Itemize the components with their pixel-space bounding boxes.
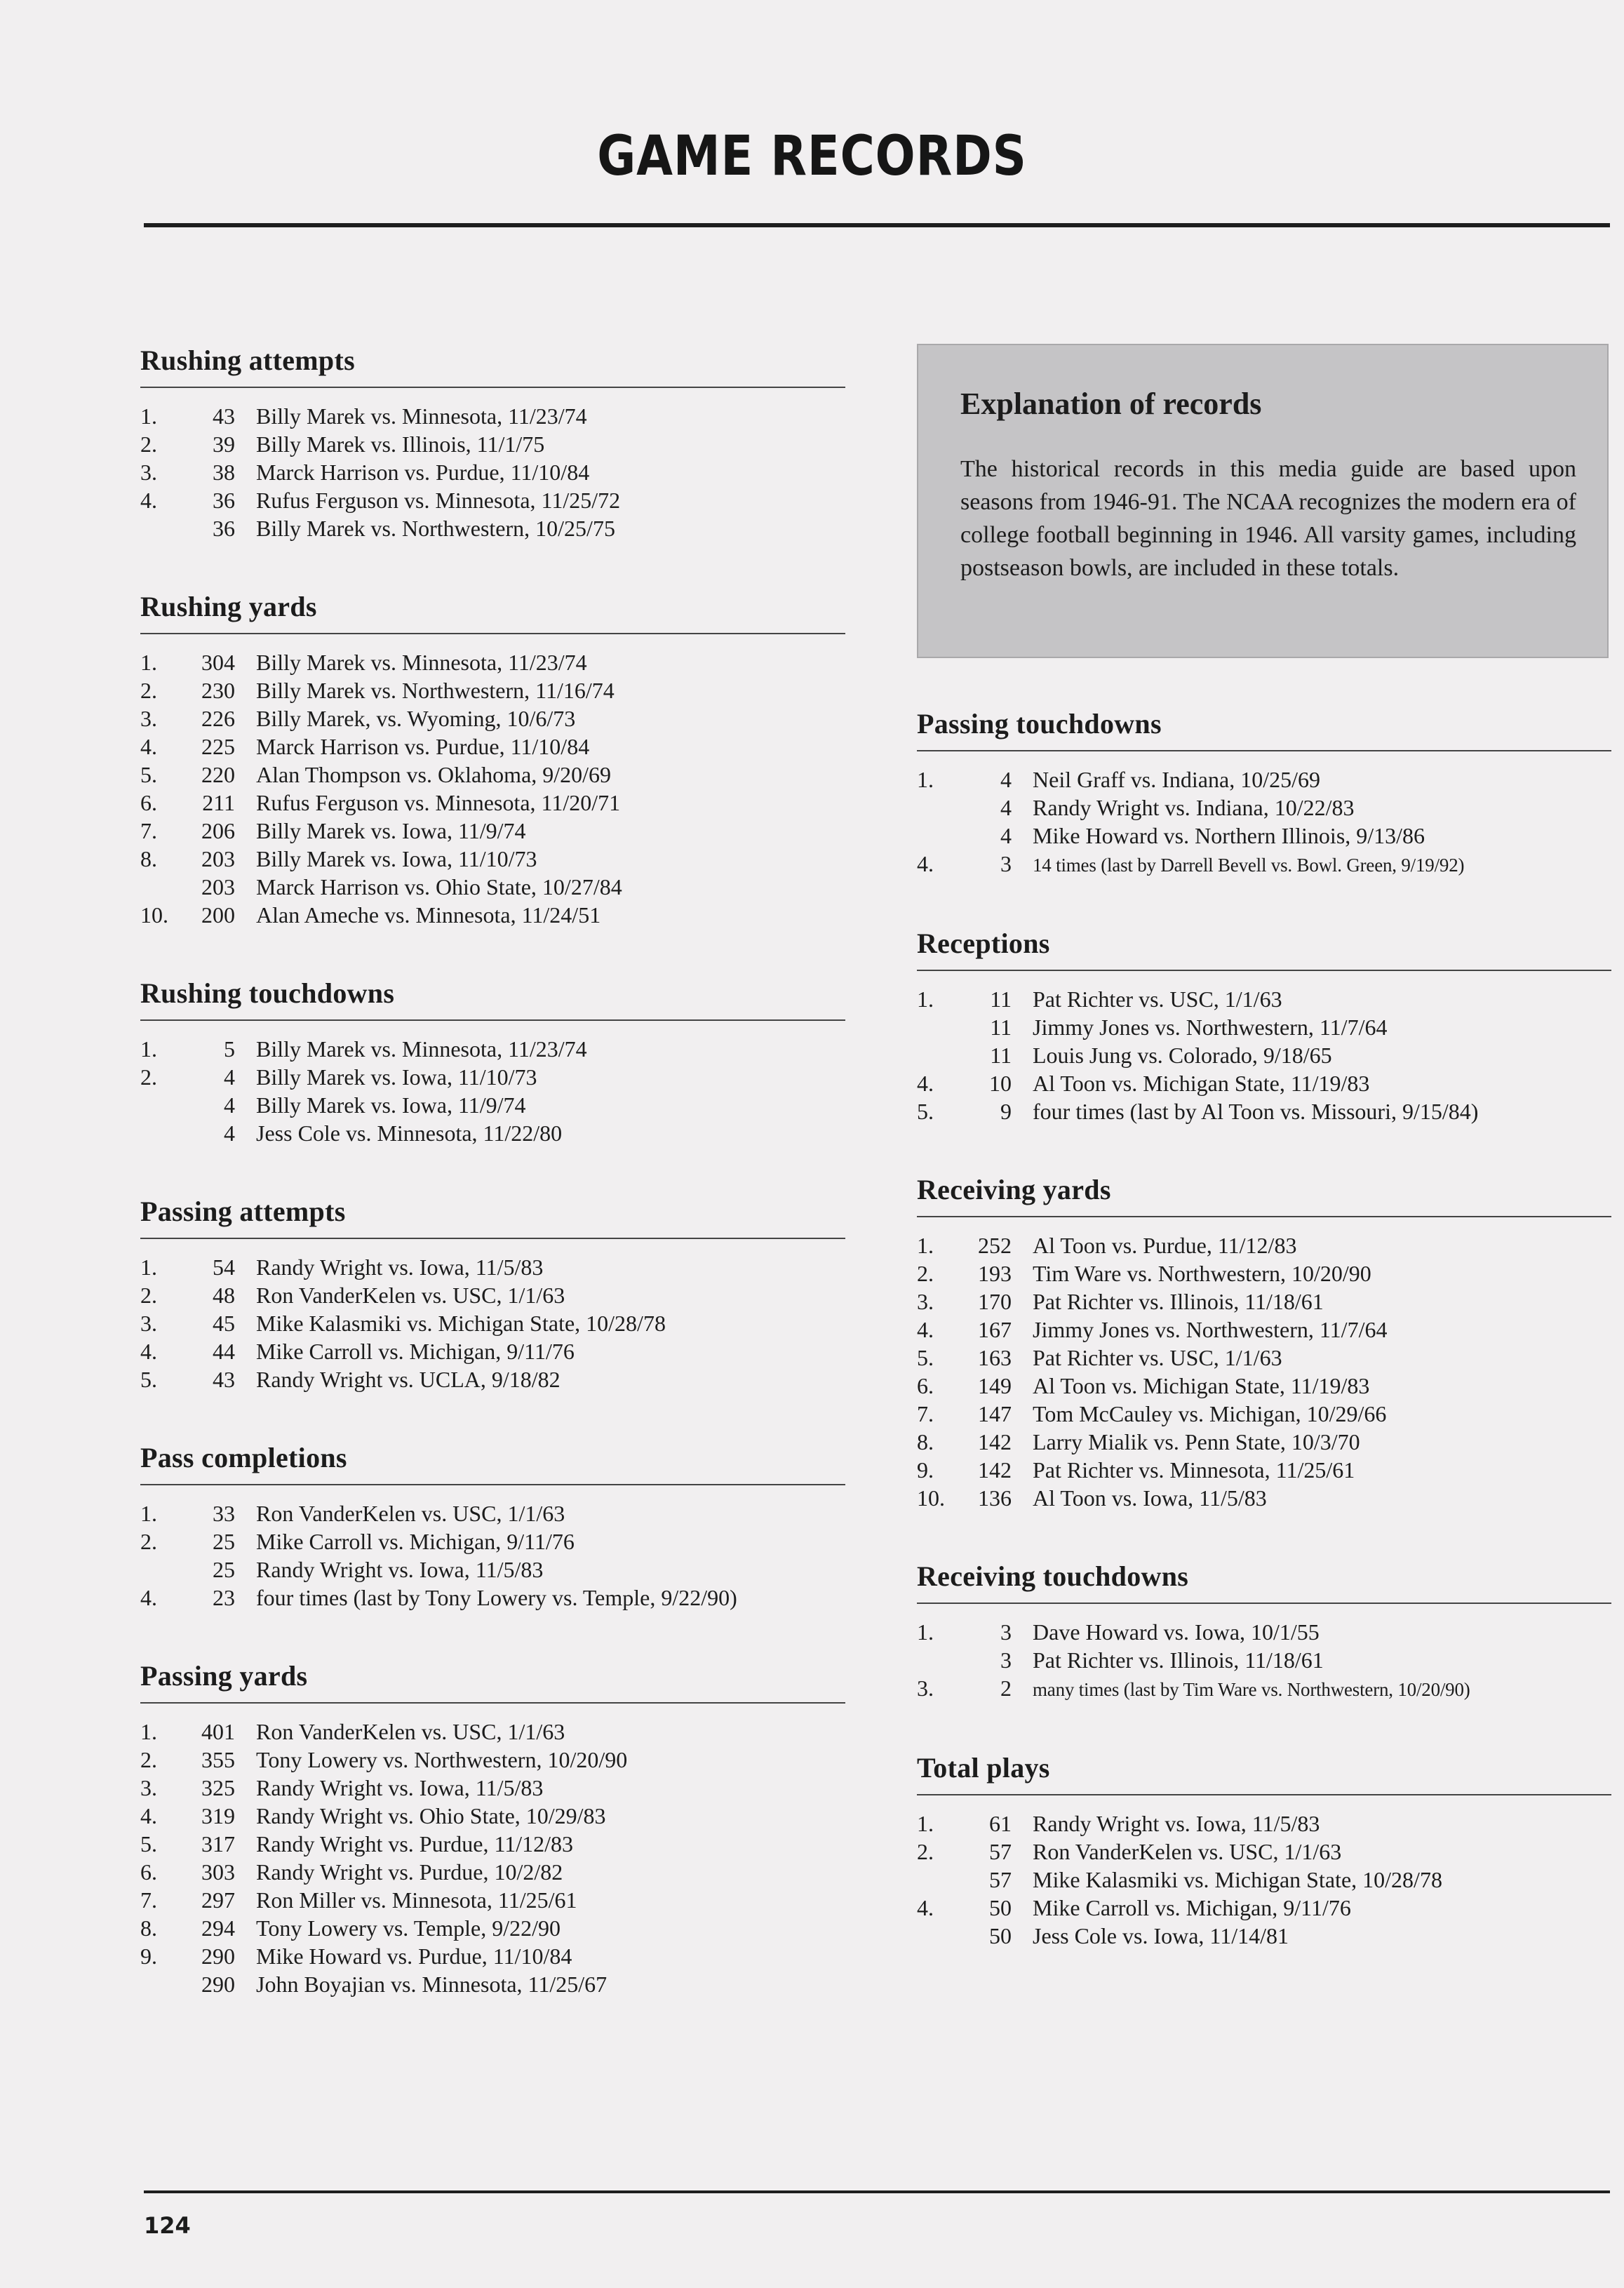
record-rank: 1. — [140, 1036, 157, 1062]
record-value: 36 — [213, 516, 235, 541]
record-value: 2 — [1000, 1675, 1012, 1701]
record-value: 203 — [201, 874, 235, 899]
record-rank: 7. — [140, 1887, 157, 1913]
record-description: Jimmy Jones vs. Northwestern, 11/7/64 — [1033, 1317, 1388, 1342]
record-row — [917, 1316, 1611, 1344]
record-section — [917, 1560, 1611, 1704]
right-column — [917, 707, 1611, 1998]
record-rank: 7. — [917, 1401, 934, 1426]
record-section — [140, 1195, 845, 1393]
record-row — [140, 430, 845, 458]
record-rank: 1. — [917, 1619, 934, 1645]
record-description: many times (last by Tim Ware vs. Northwestern, 10/20/90) — [1033, 1679, 1470, 1700]
record-description: Billy Marek vs. Illinois, 11/1/75 — [256, 431, 545, 457]
record-description: Randy Wright vs. Iowa, 11/5/83 — [256, 1775, 544, 1800]
record-row — [917, 1428, 1611, 1456]
record-description: Louis Jung vs. Colorado, 9/18/65 — [1033, 1043, 1332, 1068]
record-description: Mike Howard vs. Purdue, 11/10/84 — [256, 1944, 572, 1969]
record-row — [140, 845, 845, 873]
record-rank: 1. — [140, 1255, 157, 1280]
record-section — [917, 707, 1611, 879]
record-row — [917, 1674, 1611, 1704]
record-row — [917, 1400, 1611, 1428]
record-value: 44 — [213, 1339, 235, 1364]
record-description: Ron VanderKelen vs. USC, 1/1/63 — [256, 1719, 565, 1744]
record-rank: 3. — [140, 1311, 157, 1336]
record-description: Mike Kalasmiki vs. Michigan State, 10/28/78 — [1033, 1867, 1442, 1892]
record-description: Rufus Ferguson vs. Minnesota, 11/25/72 — [256, 488, 621, 513]
explanation-body: The historical records in this media guide are based upon seasons from 1946-91. The NCAA recognizes the modern era of college football beginning in 1946. All varsity games, including postseason bowls, are included in these totals. — [960, 456, 1576, 581]
record-section — [917, 1751, 1611, 1950]
record-value: 319 — [201, 1803, 235, 1828]
record-row — [140, 676, 845, 704]
record-row — [140, 1309, 845, 1337]
record-value: 57 — [989, 1867, 1012, 1892]
record-description: Marck Harrison vs. Purdue, 11/10/84 — [256, 460, 590, 485]
record-section — [140, 344, 845, 542]
explanation-title: Explanation of records — [960, 387, 1262, 421]
record-description: Alan Thompson vs. Oklahoma, 9/20/69 — [256, 762, 612, 787]
record-value: 43 — [213, 1367, 235, 1392]
record-row — [917, 794, 1611, 822]
record-rank: 1. — [917, 1233, 934, 1258]
record-row — [140, 1337, 845, 1365]
record-value: 61 — [989, 1811, 1012, 1836]
record-rank: 8. — [917, 1429, 934, 1454]
record-value: 200 — [201, 902, 235, 928]
record-value: 39 — [213, 431, 235, 457]
record-value: 10 — [989, 1071, 1012, 1096]
record-value: 4 — [224, 1064, 235, 1090]
record-description: Randy Wright vs. Iowa, 11/5/83 — [256, 1557, 544, 1582]
record-row — [140, 458, 845, 486]
record-value: 142 — [978, 1457, 1012, 1483]
section-title: Rushing yards — [140, 590, 845, 634]
record-value: 303 — [201, 1859, 235, 1885]
record-row — [917, 1259, 1611, 1287]
record-row — [917, 1456, 1611, 1484]
record-description: Billy Marek vs. Iowa, 11/9/74 — [256, 818, 526, 843]
section-title: Total plays — [917, 1751, 1611, 1795]
record-value: 36 — [213, 488, 235, 513]
record-description: Dave Howard vs. Iowa, 10/1/55 — [1033, 1619, 1320, 1645]
record-row — [140, 1718, 845, 1746]
record-row — [140, 704, 845, 732]
record-rank: 3. — [140, 706, 157, 731]
record-rank: 4. — [140, 734, 157, 759]
record-row — [140, 486, 845, 514]
record-rank: 10. — [140, 902, 168, 928]
record-value: 170 — [978, 1289, 1012, 1314]
record-row — [140, 1830, 845, 1858]
record-rank: 2. — [140, 1283, 157, 1308]
record-description: Randy Wright vs. Ohio State, 10/29/83 — [256, 1803, 606, 1828]
record-rank: 4. — [917, 851, 934, 876]
record-row — [140, 1527, 845, 1556]
record-rank: 5. — [917, 1345, 934, 1370]
record-value: 230 — [201, 678, 235, 703]
record-row — [140, 1970, 845, 1998]
record-rank: 2. — [140, 678, 157, 703]
record-row — [917, 1344, 1611, 1372]
record-section — [917, 1173, 1611, 1512]
record-section — [140, 1659, 845, 1998]
record-description: Alan Ameche vs. Minnesota, 11/24/51 — [256, 902, 601, 928]
record-rank: 4. — [917, 1317, 934, 1342]
record-value: 297 — [201, 1887, 235, 1913]
record-value: 23 — [213, 1585, 235, 1610]
record-row — [140, 402, 845, 430]
record-rank: 3. — [140, 460, 157, 485]
record-section — [140, 977, 845, 1147]
record-rank: 9. — [917, 1457, 934, 1483]
record-description: Marck Harrison vs. Purdue, 11/10/84 — [256, 734, 590, 759]
page-title: GAME RECORDS — [597, 125, 1027, 188]
record-row — [140, 1281, 845, 1309]
record-description: Tom McCauley vs. Michigan, 10/29/66 — [1033, 1401, 1387, 1426]
record-row — [140, 873, 845, 901]
record-value: 3 — [1000, 1619, 1012, 1645]
record-row — [917, 1041, 1611, 1069]
record-value: 401 — [201, 1719, 235, 1744]
record-row — [140, 1253, 845, 1281]
section-title: Pass completions — [140, 1441, 845, 1485]
record-rank: 3. — [917, 1289, 934, 1314]
record-value: 5 — [224, 1036, 235, 1062]
record-description: Billy Marek vs. Minnesota, 11/23/74 — [256, 403, 587, 429]
explanation-box — [917, 344, 1609, 658]
record-row — [140, 1584, 845, 1612]
record-value: 4 — [1000, 795, 1012, 820]
record-value: 167 — [978, 1317, 1012, 1342]
record-rank: 4. — [140, 488, 157, 513]
record-value: 317 — [201, 1831, 235, 1857]
record-rank: 2. — [917, 1839, 934, 1864]
record-row — [917, 1097, 1611, 1125]
record-description: Billy Marek vs. Minnesota, 11/23/74 — [256, 650, 587, 675]
record-row — [917, 1287, 1611, 1316]
record-value: 48 — [213, 1283, 235, 1308]
record-description: Ron VanderKelen vs. USC, 1/1/63 — [256, 1501, 565, 1526]
record-description: Billy Marek vs. Minnesota, 11/23/74 — [256, 1036, 587, 1062]
record-value: 149 — [978, 1373, 1012, 1398]
record-description: Mike Howard vs. Northern Illinois, 9/13/86 — [1033, 823, 1425, 848]
record-value: 43 — [213, 403, 235, 429]
record-description: Ron VanderKelen vs. USC, 1/1/63 — [1033, 1839, 1342, 1864]
record-rank: 8. — [140, 846, 157, 871]
record-rank: 4. — [140, 1585, 157, 1610]
record-value: 25 — [213, 1557, 235, 1582]
section-title: Passing attempts — [140, 1195, 845, 1239]
record-row — [140, 1886, 845, 1914]
record-value: 50 — [989, 1923, 1012, 1948]
record-description: Pat Richter vs. USC, 1/1/63 — [1033, 986, 1282, 1012]
record-row — [140, 514, 845, 542]
record-value: 4 — [224, 1120, 235, 1146]
record-row — [917, 1484, 1611, 1512]
record-value: 11 — [990, 1043, 1012, 1068]
record-description: Jimmy Jones vs. Northwestern, 11/7/64 — [1033, 1015, 1388, 1040]
record-value: 206 — [201, 818, 235, 843]
record-rank: 5. — [140, 1831, 157, 1857]
record-rank: 5. — [917, 1099, 934, 1124]
record-description: Billy Marek vs. Iowa, 11/10/73 — [256, 846, 537, 871]
record-rank: 6. — [140, 1859, 157, 1885]
record-description: Randy Wright vs. Purdue, 10/2/82 — [256, 1859, 563, 1885]
record-rank: 8. — [140, 1915, 157, 1941]
record-value: 136 — [978, 1485, 1012, 1511]
record-rank: 7. — [140, 818, 157, 843]
record-rank: 10. — [917, 1485, 945, 1511]
record-row — [140, 1119, 845, 1147]
record-row — [917, 765, 1611, 794]
record-rank: 1. — [140, 1719, 157, 1744]
record-row — [917, 850, 1611, 879]
record-rank: 1. — [140, 650, 157, 675]
record-description: Pat Richter vs. Illinois, 11/18/61 — [1033, 1647, 1324, 1673]
record-row — [140, 901, 845, 929]
record-description: Jess Cole vs. Iowa, 11/14/81 — [1033, 1923, 1289, 1948]
record-description: Mike Carroll vs. Michigan, 9/11/76 — [1033, 1895, 1351, 1920]
record-description: Pat Richter vs. USC, 1/1/63 — [1033, 1345, 1282, 1370]
record-description: Randy Wright vs. Iowa, 11/5/83 — [1033, 1811, 1320, 1836]
title-divider — [144, 223, 1610, 227]
record-row — [917, 1866, 1611, 1894]
record-rank: 5. — [140, 1367, 157, 1392]
record-description: Tim Ware vs. Northwestern, 10/20/90 — [1033, 1261, 1371, 1286]
section-title: Receiving yards — [917, 1173, 1611, 1217]
record-value: 3 — [1000, 851, 1012, 876]
record-rank: 6. — [917, 1373, 934, 1398]
record-value: 203 — [201, 846, 235, 871]
record-rank: 1. — [917, 767, 934, 792]
record-value: 142 — [978, 1429, 1012, 1454]
record-value: 325 — [201, 1775, 235, 1800]
record-rank: 2. — [140, 1064, 157, 1090]
record-description: Neil Graff vs. Indiana, 10/25/69 — [1033, 767, 1320, 792]
record-rank: 2. — [140, 1747, 157, 1772]
record-section — [140, 1441, 845, 1612]
record-row — [140, 1942, 845, 1970]
record-value: 220 — [201, 762, 235, 787]
section-title: Rushing touchdowns — [140, 977, 845, 1021]
record-row — [140, 789, 845, 817]
record-row — [140, 1746, 845, 1774]
record-description: Al Toon vs. Michigan State, 11/19/83 — [1033, 1373, 1370, 1398]
record-value: 9 — [1000, 1099, 1012, 1124]
record-row — [140, 1499, 845, 1527]
record-row — [917, 822, 1611, 850]
record-row — [917, 985, 1611, 1013]
record-value: 11 — [990, 1015, 1012, 1040]
record-description: Billy Marek vs. Iowa, 11/9/74 — [256, 1092, 526, 1118]
record-row — [917, 1894, 1611, 1922]
record-description: Tony Lowery vs. Northwestern, 10/20/90 — [256, 1747, 628, 1772]
record-value: 57 — [989, 1839, 1012, 1864]
record-description: Rufus Ferguson vs. Minnesota, 11/20/71 — [256, 790, 621, 815]
record-value: 290 — [201, 1944, 235, 1969]
record-description: Randy Wright vs. Iowa, 11/5/83 — [256, 1255, 544, 1280]
record-rank: 2. — [140, 431, 157, 457]
record-value: 226 — [201, 706, 235, 731]
record-row — [140, 817, 845, 845]
record-value: 294 — [201, 1915, 235, 1941]
left-column — [140, 344, 845, 2046]
record-value: 33 — [213, 1501, 235, 1526]
record-value: 252 — [978, 1233, 1012, 1258]
record-value: 3 — [1000, 1647, 1012, 1673]
record-description: Jess Cole vs. Minnesota, 11/22/80 — [256, 1120, 563, 1146]
record-description: Ron VanderKelen vs. USC, 1/1/63 — [256, 1283, 565, 1308]
record-rank: 3. — [140, 1775, 157, 1800]
record-description: Billy Marek, vs. Wyoming, 10/6/73 — [256, 706, 576, 731]
record-value: 54 — [213, 1255, 235, 1280]
record-description: Randy Wright vs. Indiana, 10/22/83 — [1033, 795, 1355, 820]
section-title: Receiving touchdowns — [917, 1560, 1611, 1604]
record-rank: 5. — [140, 762, 157, 787]
page-number: 124 — [144, 2212, 191, 2239]
record-row — [140, 1091, 845, 1119]
section-title: Receptions — [917, 927, 1611, 971]
record-rank: 1. — [917, 1811, 934, 1836]
record-value: 147 — [978, 1401, 1012, 1426]
record-description: Mike Carroll vs. Michigan, 9/11/76 — [256, 1529, 575, 1554]
section-title: Passing touchdowns — [917, 707, 1611, 751]
record-value: 45 — [213, 1311, 235, 1336]
record-row — [140, 648, 845, 676]
record-description: Ron Miller vs. Minnesota, 11/25/61 — [256, 1887, 577, 1913]
record-value: 4 — [1000, 823, 1012, 848]
record-description: Tony Lowery vs. Temple, 9/22/90 — [256, 1915, 561, 1941]
record-description: Al Toon vs. Michigan State, 11/19/83 — [1033, 1071, 1370, 1096]
record-description: Al Toon vs. Iowa, 11/5/83 — [1033, 1485, 1267, 1511]
record-description: Pat Richter vs. Illinois, 11/18/61 — [1033, 1289, 1324, 1314]
section-title: Rushing attempts — [140, 344, 845, 388]
record-row — [917, 1013, 1611, 1041]
record-row — [917, 1838, 1611, 1866]
record-rank: 9. — [140, 1944, 157, 1969]
record-value: 290 — [201, 1972, 235, 1997]
record-row — [917, 1646, 1611, 1674]
record-row — [917, 1922, 1611, 1950]
record-rank: 3. — [917, 1675, 934, 1701]
record-description: Pat Richter vs. Minnesota, 11/25/61 — [1033, 1457, 1355, 1483]
record-row — [140, 761, 845, 789]
record-value: 304 — [201, 650, 235, 675]
record-row — [917, 1372, 1611, 1400]
record-rank: 4. — [917, 1071, 934, 1096]
record-description: Larry Mialik vs. Penn State, 10/3/70 — [1033, 1429, 1360, 1454]
section-title: Passing yards — [140, 1659, 845, 1704]
record-description: Billy Marek vs. Iowa, 11/10/73 — [256, 1064, 537, 1090]
record-row — [917, 1809, 1611, 1838]
record-description: Randy Wright vs. Purdue, 11/12/83 — [256, 1831, 574, 1857]
record-description: Billy Marek vs. Northwestern, 10/25/75 — [256, 516, 615, 541]
record-value: 25 — [213, 1529, 235, 1554]
record-rank: 2. — [140, 1529, 157, 1554]
record-rank: 4. — [140, 1803, 157, 1828]
record-row — [140, 732, 845, 761]
record-row — [140, 1556, 845, 1584]
record-rank: 2. — [917, 1261, 934, 1286]
record-description: Billy Marek vs. Northwestern, 11/16/74 — [256, 678, 615, 703]
record-row — [140, 1035, 845, 1063]
record-description: John Boyajian vs. Minnesota, 11/25/67 — [256, 1972, 608, 1997]
record-row — [140, 1365, 845, 1393]
record-value: 355 — [201, 1747, 235, 1772]
record-description: four times (last by Al Toon vs. Missouri, 9/15/84) — [1033, 1099, 1479, 1124]
record-value: 38 — [213, 460, 235, 485]
record-rank: 1. — [917, 986, 934, 1012]
record-description: Mike Carroll vs. Michigan, 9/11/76 — [256, 1339, 575, 1364]
record-rank: 1. — [140, 403, 157, 429]
record-row — [140, 1914, 845, 1942]
record-row — [140, 1858, 845, 1886]
record-row — [917, 1618, 1611, 1646]
record-rank: 4. — [917, 1895, 934, 1920]
record-description: 14 times (last by Darrell Bevell vs. Bowl. Green, 9/19/92) — [1033, 855, 1465, 876]
record-description: Mike Kalasmiki vs. Michigan State, 10/28/78 — [256, 1311, 666, 1336]
record-row — [917, 1069, 1611, 1097]
record-value: 50 — [989, 1895, 1012, 1920]
record-description: Al Toon vs. Purdue, 11/12/83 — [1033, 1233, 1297, 1258]
record-row — [140, 1063, 845, 1091]
record-section — [917, 927, 1611, 1125]
record-rank: 6. — [140, 790, 157, 815]
record-rank: 1. — [140, 1501, 157, 1526]
record-row — [917, 1231, 1611, 1259]
record-row — [140, 1802, 845, 1830]
record-rank: 4. — [140, 1339, 157, 1364]
footer-divider — [144, 2190, 1610, 2193]
record-value: 4 — [1000, 767, 1012, 792]
record-description: Randy Wright vs. UCLA, 9/18/82 — [256, 1367, 561, 1392]
record-value: 11 — [990, 986, 1012, 1012]
record-value: 193 — [978, 1261, 1012, 1286]
record-value: 163 — [978, 1345, 1012, 1370]
record-row — [140, 1774, 845, 1802]
record-value: 225 — [201, 734, 235, 759]
record-section — [140, 590, 845, 929]
record-description: Marck Harrison vs. Ohio State, 10/27/84 — [256, 874, 622, 899]
record-value: 211 — [202, 790, 235, 815]
record-description: four times (last by Tony Lowery vs. Temple, 9/22/90) — [256, 1585, 737, 1610]
record-value: 4 — [224, 1092, 235, 1118]
